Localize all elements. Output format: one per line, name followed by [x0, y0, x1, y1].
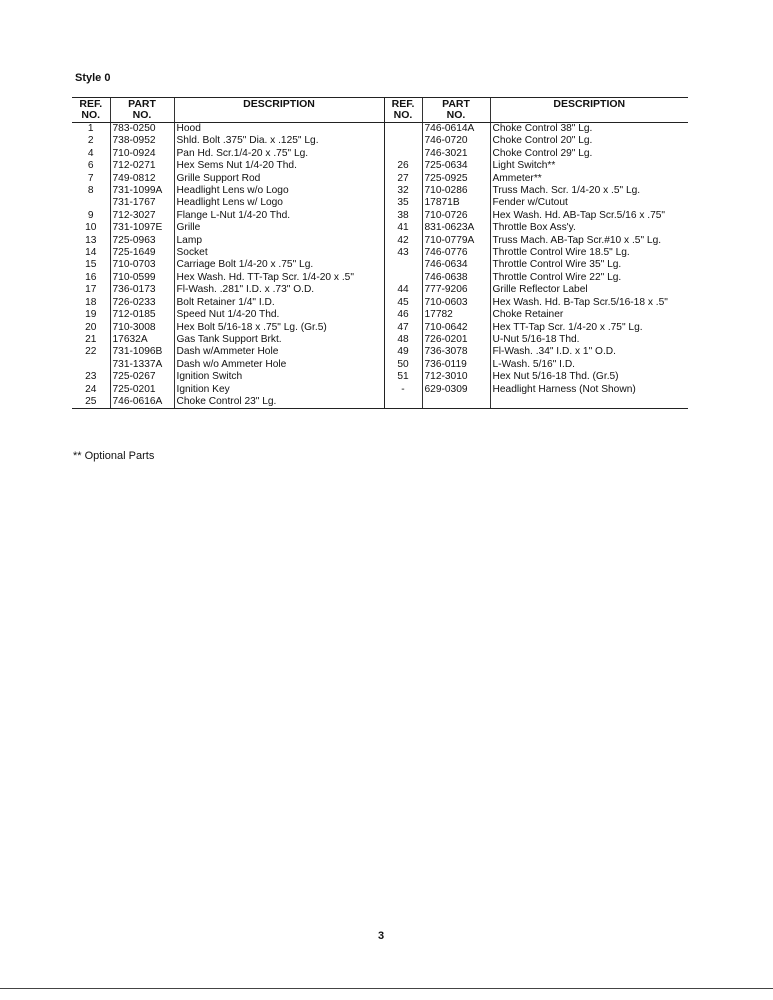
- header-description-right: DESCRIPTION: [490, 98, 688, 123]
- right-ref-cell: 41: [384, 222, 422, 234]
- left-part-cell: 736-0173: [110, 284, 174, 296]
- left-description-cell: Ignition Key: [174, 384, 384, 396]
- left-part-cell: 731-1097E: [110, 222, 174, 234]
- right-description-cell: Choke Control 29" Lg.: [490, 148, 688, 160]
- table-row: [72, 384, 688, 396]
- right-description-cell: Choke Control 38" Lg.: [490, 123, 688, 136]
- table-row: [72, 160, 688, 172]
- right-description-cell: Fender w/Cutout: [490, 197, 688, 209]
- table-row: [72, 309, 688, 321]
- right-ref-cell: 27: [384, 173, 422, 185]
- left-ref-cell: 9: [87, 209, 94, 221]
- right-description-cell: Fl-Wash. .34" I.D. x 1" O.D.: [490, 346, 688, 358]
- table-row: [72, 148, 688, 160]
- table-row: [72, 247, 688, 259]
- header-ref-line1: REF.: [391, 98, 415, 110]
- left-ref-cell: 1: [87, 123, 94, 134]
- header-ref-no: [72, 98, 110, 123]
- right-part-cell: 746-0638: [422, 272, 490, 284]
- left-part-cell: 731-1099A: [110, 185, 174, 197]
- header-description: DESCRIPTION: [174, 98, 384, 123]
- left-description-cell: Gas Tank Support Brkt.: [174, 334, 384, 346]
- right-ref-cell: [384, 123, 422, 136]
- table-row: [72, 197, 688, 209]
- right-ref-cell: [384, 272, 422, 284]
- left-description-cell: Hood: [174, 123, 384, 136]
- table-row: [72, 259, 688, 271]
- header-ref-no-right: [384, 98, 422, 123]
- left-ref-cell: 13: [85, 234, 97, 246]
- right-ref-cell: 32: [384, 185, 422, 197]
- right-description-cell: Choke Retainer: [490, 309, 688, 321]
- left-description-cell: Choke Control 23" Lg.: [174, 396, 384, 409]
- table-row: [72, 173, 688, 185]
- right-part-cell: 777-9206: [422, 284, 490, 296]
- right-part-cell: 629-0309: [422, 384, 490, 396]
- page-number: 3: [378, 930, 385, 942]
- left-ref-cell: 16: [85, 271, 97, 283]
- right-part-cell: [422, 396, 490, 409]
- header-part-line1: PART: [442, 98, 470, 110]
- right-ref-cell: 45: [384, 297, 422, 309]
- right-part-cell: 831-0623A: [422, 222, 490, 234]
- left-part-cell: 783-0250: [110, 123, 174, 136]
- table-row: [72, 371, 688, 383]
- left-part-cell: 725-1649: [110, 247, 174, 259]
- right-ref-cell: 50: [384, 359, 422, 371]
- left-description-cell: Grille Support Rod: [174, 173, 384, 185]
- left-part-cell: 712-3027: [110, 210, 174, 222]
- right-description-cell: Ammeter**: [490, 173, 688, 185]
- right-description-cell: Headlight Harness (Not Shown): [490, 384, 688, 396]
- left-part-cell: 731-1337A: [110, 359, 174, 371]
- right-part-cell: 746-0614A: [422, 123, 490, 136]
- left-description-cell: Dash w/o Ammeter Hole: [174, 359, 384, 371]
- left-description-cell: Shld. Bolt .375" Dia. x .125" Lg.: [174, 135, 384, 147]
- style-label: Style 0: [75, 72, 111, 84]
- header-ref-line2: NO.: [81, 109, 101, 121]
- header-part-no-right: [422, 98, 490, 123]
- table-row: [72, 346, 688, 358]
- right-description-cell: Truss Mach. AB-Tap Scr.#10 x .5" Lg.: [490, 235, 688, 247]
- left-part-cell: 710-0924: [110, 148, 174, 160]
- right-part-cell: 726-0201: [422, 334, 490, 346]
- right-part-cell: 746-0634: [422, 259, 490, 271]
- left-part-cell: 17632A: [110, 334, 174, 346]
- left-part-cell: 710-3008: [110, 322, 174, 334]
- right-ref-cell: 48: [384, 334, 422, 346]
- left-part-cell: 731-1767: [110, 197, 174, 209]
- right-part-cell: 712-3010: [422, 371, 490, 383]
- header-ref-line2: NO.: [393, 109, 413, 121]
- right-ref-cell: 44: [384, 284, 422, 296]
- right-description-cell: L-Wash. 5/16" I.D.: [490, 359, 688, 371]
- right-part-cell: 710-0642: [422, 322, 490, 334]
- left-part-cell: 725-0963: [110, 235, 174, 247]
- right-description-cell: Throttle Box Ass'y.: [490, 222, 688, 234]
- table-row: [72, 297, 688, 309]
- left-ref-cell: 19: [85, 309, 97, 321]
- right-ref-cell: [384, 148, 422, 160]
- right-ref-cell: [384, 259, 422, 271]
- header-part-no: [110, 98, 174, 123]
- right-description-cell: Light Switch**: [490, 160, 688, 172]
- left-description-cell: Dash w/Ammeter Hole: [174, 346, 384, 358]
- left-ref-cell: 17: [85, 284, 97, 296]
- left-description-cell: Hex Bolt 5/16-18 x .75" Lg. (Gr.5): [174, 322, 384, 334]
- left-description-cell: Headlight Lens w/ Logo: [174, 197, 384, 209]
- right-part-cell: 725-0925: [422, 173, 490, 185]
- right-description-cell: U-Nut 5/16-18 Thd.: [490, 334, 688, 346]
- table-row: [72, 322, 688, 334]
- parts-table-body: [72, 123, 688, 409]
- bottom-rule: [0, 988, 773, 989]
- left-ref-cell: 6: [87, 160, 94, 172]
- table-row: [72, 123, 688, 136]
- table-row: [72, 284, 688, 296]
- right-description-cell: Grille Reflector Label: [490, 284, 688, 296]
- header-ref-line1: REF.: [79, 98, 103, 110]
- right-description-cell: Truss Mach. Scr. 1/4-20 x .5" Lg.: [490, 185, 688, 197]
- left-description-cell: Grille: [174, 222, 384, 234]
- right-ref-cell: 35: [384, 197, 422, 209]
- left-ref-cell: 22: [85, 346, 97, 358]
- left-ref-cell: 18: [85, 296, 97, 308]
- header-part-line2: NO.: [132, 109, 152, 121]
- right-part-cell: 736-0119: [422, 359, 490, 371]
- right-description-cell: Choke Control 20" Lg.: [490, 135, 688, 147]
- left-description-cell: Carriage Bolt 1/4-20 x .75" Lg.: [174, 259, 384, 271]
- left-ref-cell: 8: [87, 185, 94, 197]
- left-description-cell: Speed Nut 1/4-20 Thd.: [174, 309, 384, 321]
- table-row: [72, 185, 688, 197]
- header-part-line2: NO.: [446, 109, 466, 121]
- right-ref-cell: 38: [384, 210, 422, 222]
- right-part-cell: 17782: [422, 309, 490, 321]
- table-row: [72, 334, 688, 346]
- left-description-cell: Ignition Switch: [174, 371, 384, 383]
- left-description-cell: Socket: [174, 247, 384, 259]
- table-row: [72, 272, 688, 284]
- right-description-cell: Hex TT-Tap Scr. 1/4-20 x .75" Lg.: [490, 322, 688, 334]
- table-row: [72, 135, 688, 147]
- right-ref-cell: 49: [384, 346, 422, 358]
- left-ref-cell: 2: [87, 135, 94, 147]
- right-description-cell: Throttle Control Wire 22" Lg.: [490, 272, 688, 284]
- right-part-cell: 746-0776: [422, 247, 490, 259]
- left-ref-cell: 10: [85, 222, 97, 234]
- left-description-cell: Bolt Retainer 1/4" I.D.: [174, 297, 384, 309]
- left-ref-cell: 24: [85, 383, 97, 395]
- right-ref-cell: 42: [384, 235, 422, 247]
- left-part-cell: 710-0599: [110, 272, 174, 284]
- right-ref-cell: 43: [384, 247, 422, 259]
- left-description-cell: Hex Wash. Hd. TT-Tap Scr. 1/4-20 x .5": [174, 272, 384, 284]
- left-part-cell: 746-0616A: [110, 396, 174, 409]
- right-part-cell: 710-0726: [422, 210, 490, 222]
- right-description-cell: Throttle Control Wire 35" Lg.: [490, 259, 688, 271]
- right-description-cell: [490, 396, 688, 409]
- right-part-cell: 746-0720: [422, 135, 490, 147]
- left-ref-cell: [72, 359, 110, 371]
- right-ref-cell: -: [384, 384, 422, 396]
- left-ref-cell: 14: [85, 247, 97, 259]
- right-ref-cell: 51: [384, 371, 422, 383]
- right-part-cell: 17871B: [422, 197, 490, 209]
- right-description-cell: Throttle Control Wire 18.5" Lg.: [490, 247, 688, 259]
- parts-table: [72, 97, 688, 409]
- left-part-cell: 726-0233: [110, 297, 174, 309]
- left-part-cell: 725-0201: [110, 384, 174, 396]
- header-part-line1: PART: [128, 98, 156, 110]
- left-part-cell: 712-0185: [110, 309, 174, 321]
- left-ref-cell: 25: [72, 396, 110, 409]
- left-description-cell: Headlight Lens w/o Logo: [174, 185, 384, 197]
- left-ref-cell: 15: [85, 259, 97, 271]
- right-description-cell: Hex Wash. Hd. AB-Tap Scr.5/16 x .75": [490, 210, 688, 222]
- right-ref-cell: [384, 135, 422, 147]
- left-description-cell: Fl-Wash. .281" I.D. x .73" O.D.: [174, 284, 384, 296]
- right-part-cell: 710-0286: [422, 185, 490, 197]
- left-ref-cell: [72, 197, 110, 209]
- left-description-cell: Hex Sems Nut 1/4-20 Thd.: [174, 160, 384, 172]
- table-row: [72, 396, 688, 409]
- left-ref-cell: 21: [85, 333, 97, 345]
- right-description-cell: Hex Wash. Hd. B-Tap Scr.5/16-18 x .5": [490, 297, 688, 309]
- right-part-cell: 725-0634: [422, 160, 490, 172]
- left-description-cell: Pan Hd. Scr.1/4-20 x .75" Lg.: [174, 148, 384, 160]
- right-ref-cell: 47: [384, 322, 422, 334]
- left-ref-cell: 23: [85, 371, 97, 383]
- right-part-cell: 710-0779A: [422, 235, 490, 247]
- left-description-cell: Flange L-Nut 1/4-20 Thd.: [174, 210, 384, 222]
- right-part-cell: 710-0603: [422, 297, 490, 309]
- left-ref-cell: 7: [87, 172, 94, 184]
- table-header-row: [72, 98, 688, 123]
- left-ref-cell: 4: [87, 147, 94, 159]
- right-ref-cell: 46: [384, 309, 422, 321]
- left-part-cell: 712-0271: [110, 160, 174, 172]
- right-ref-cell: [384, 396, 422, 409]
- left-description-cell: Lamp: [174, 235, 384, 247]
- table-row: [72, 235, 688, 247]
- left-part-cell: 710-0703: [110, 259, 174, 271]
- left-part-cell: 725-0267: [110, 371, 174, 383]
- right-part-cell: 736-3078: [422, 346, 490, 358]
- table-row: [72, 210, 688, 222]
- right-ref-cell: 26: [384, 160, 422, 172]
- left-ref-cell: 20: [85, 321, 97, 333]
- left-part-cell: 749-0812: [110, 173, 174, 185]
- right-part-cell: 746-3021: [422, 148, 490, 160]
- left-part-cell: 738-0952: [110, 135, 174, 147]
- footnote-optional-parts: ** Optional Parts: [73, 450, 155, 462]
- right-description-cell: Hex Nut 5/16-18 Thd. (Gr.5): [490, 371, 688, 383]
- table-row: [72, 222, 688, 234]
- left-part-cell: 731-1096B: [110, 346, 174, 358]
- table-row: [72, 359, 688, 371]
